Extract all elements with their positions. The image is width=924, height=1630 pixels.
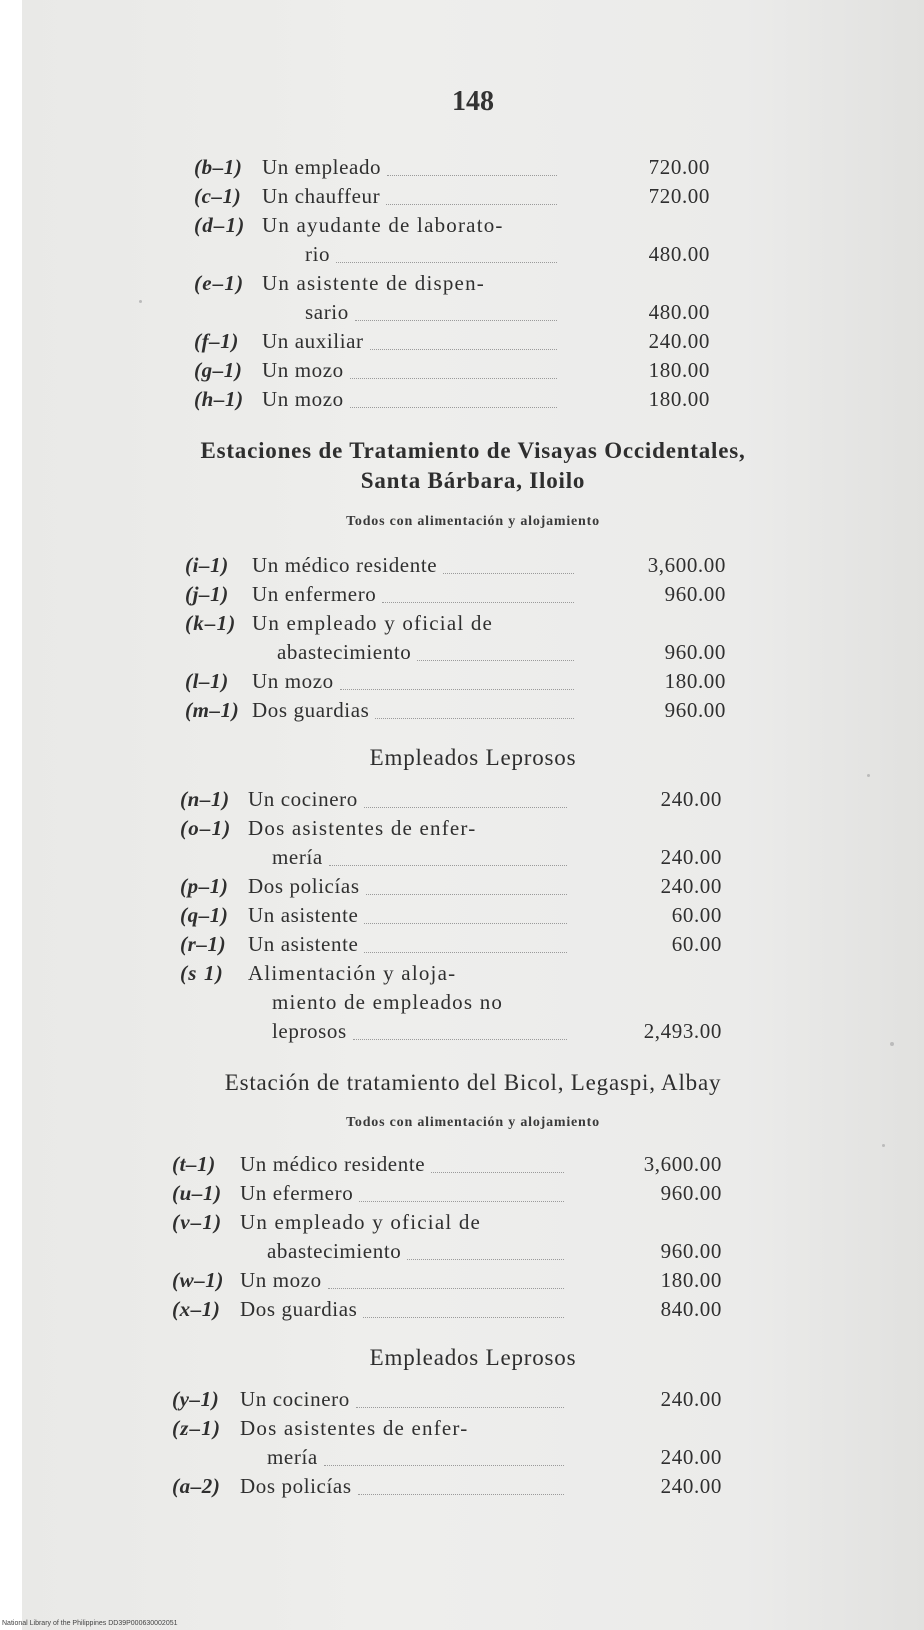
entries-block-1: [22, 155, 924, 416]
dot-leader: [350, 378, 557, 379]
entry-row: [22, 611, 924, 640]
entry-amount: 240.00: [660, 1474, 722, 1498]
entry-description: Un asistente: [248, 932, 359, 956]
entry-row: [22, 1387, 924, 1416]
entry-description: abastecimiento: [277, 640, 412, 664]
entry-row: [22, 155, 924, 184]
entry-amount: 3,600.00: [647, 553, 726, 577]
entry-description: Un mozo: [262, 358, 344, 382]
entry-label: (s 1): [180, 961, 224, 985]
scan-margin: [0, 0, 22, 1630]
entry-row: [22, 1181, 924, 1210]
dot-leader: [340, 689, 574, 690]
entry-label: (b–1): [194, 155, 243, 179]
entry-amount: 960.00: [664, 698, 726, 722]
dot-leader: [443, 573, 574, 574]
entry-amount: 960.00: [660, 1181, 722, 1205]
entry-description: Un empleado y oficial de: [240, 1210, 482, 1234]
dot-leader: [353, 1039, 567, 1040]
dot-leader: [324, 1465, 564, 1466]
entry-description: Un mozo: [252, 669, 334, 693]
entry-row: [22, 358, 924, 387]
entry-description: mería: [267, 1445, 318, 1469]
entry-amount: 60.00: [671, 932, 722, 956]
entry-label: (y–1): [172, 1387, 220, 1411]
dot-leader: [358, 1494, 564, 1495]
entry-amount: 240.00: [660, 787, 722, 811]
dot-leader: [355, 320, 557, 321]
entry-label: (q–1): [180, 903, 229, 927]
entry-amount: 2,493.00: [643, 1019, 722, 1043]
entry-label: (c–1): [194, 184, 242, 208]
entry-row: [22, 698, 924, 727]
entry-label: (l–1): [185, 669, 229, 693]
entry-row-continuation: [22, 1019, 924, 1048]
entry-description: Dos policías: [248, 874, 360, 898]
entry-row: [22, 1416, 924, 1445]
entries-block-5: [22, 1387, 924, 1503]
entry-row: [22, 582, 924, 611]
entry-row: [22, 1268, 924, 1297]
entry-amount: 960.00: [660, 1239, 722, 1263]
section-heading-leprosos-2: Empleados Leprosos: [369, 1345, 577, 1370]
entry-label: (j–1): [185, 582, 229, 606]
section-heading-bicol: Estación de tratamiento del Bicol, Legaspi, Albay: [224, 1070, 722, 1095]
page-number: 148: [452, 86, 494, 117]
entry-amount: 180.00: [648, 358, 710, 382]
entry-description: Un asistente de dispen-: [262, 271, 485, 295]
entry-description: Un cocinero: [248, 787, 358, 811]
entry-description: Dos policías: [240, 1474, 352, 1498]
entry-row: [22, 874, 924, 903]
dot-leader: [366, 894, 567, 895]
entry-label: (z–1): [172, 1416, 222, 1440]
dot-leader: [364, 923, 567, 924]
entry-amount: 240.00: [660, 1387, 722, 1411]
dot-leader: [356, 1407, 564, 1408]
entry-description: Un médico residente: [240, 1152, 426, 1176]
entry-description: rio: [305, 242, 331, 266]
entry-amount: 240.00: [660, 845, 722, 869]
entry-description: Un efermero: [240, 1181, 354, 1205]
entry-description: Un empleado y oficial de: [252, 611, 494, 635]
dot-leader: [364, 807, 567, 808]
dot-leader: [387, 175, 557, 176]
entry-label: (d–1): [194, 213, 246, 237]
dot-leader: [328, 1288, 564, 1289]
entry-label: (f–1): [194, 329, 239, 353]
dot-leader: [417, 660, 574, 661]
entry-label: (g–1): [194, 358, 243, 382]
entry-amount: 840.00: [660, 1297, 722, 1321]
entry-amount: 180.00: [660, 1268, 722, 1292]
entry-amount: 180.00: [648, 387, 710, 411]
entry-label: (a–2): [172, 1474, 221, 1498]
entry-description: Un médico residente: [252, 553, 438, 577]
entry-row: [22, 329, 924, 358]
entry-description: Un chauffeur: [262, 184, 381, 208]
scan-speck: [139, 300, 142, 303]
entry-amount: 240.00: [648, 329, 710, 353]
dot-leader: [382, 602, 574, 603]
entry-description: Alimentación y aloja-: [248, 961, 457, 985]
dot-leader: [364, 952, 567, 953]
entry-row: [22, 553, 924, 582]
entry-row-continuation: [22, 300, 924, 329]
entry-amount: 480.00: [648, 242, 710, 266]
entry-row-continuation: [22, 1239, 924, 1268]
entry-amount: 180.00: [664, 669, 726, 693]
dot-leader: [336, 262, 557, 263]
entry-description: Un enfermero: [252, 582, 377, 606]
dot-leader: [359, 1201, 564, 1202]
entry-amount: 3,600.00: [643, 1152, 722, 1176]
entry-description: Un ayudante de laborato-: [262, 213, 504, 237]
entry-row: [22, 1152, 924, 1181]
entry-description: Un cocinero: [240, 1387, 350, 1411]
entry-row: [22, 184, 924, 213]
scan-speck: [867, 774, 870, 777]
entry-row: [22, 1210, 924, 1239]
dot-leader: [407, 1259, 564, 1260]
dot-leader: [386, 204, 557, 205]
dot-leader: [363, 1317, 564, 1318]
entry-row: [22, 1297, 924, 1326]
entry-row: [22, 816, 924, 845]
entries-block-4: [22, 1152, 924, 1326]
entry-row-continuation: [22, 242, 924, 271]
entries-block-2: [22, 553, 924, 727]
entry-label: (t–1): [172, 1152, 216, 1176]
entry-row: [22, 961, 924, 990]
entry-label: (h–1): [194, 387, 244, 411]
entry-description: sario: [305, 300, 349, 324]
entry-description: Un mozo: [262, 387, 344, 411]
entry-amount: 960.00: [664, 640, 726, 664]
entry-description: leprosos: [272, 1019, 347, 1043]
section-heading-visayas: Estaciones de Tratamiento de Visayas Occidentales,: [200, 438, 746, 463]
entry-row-continuation: [22, 640, 924, 669]
entry-row: [22, 271, 924, 300]
entry-row-continuation: [22, 1445, 924, 1474]
entry-description: Un asistente: [248, 903, 359, 927]
entry-amount: 720.00: [648, 155, 710, 179]
entry-row: [22, 387, 924, 416]
entry-amount: 960.00: [664, 582, 726, 606]
entry-description: Un auxiliar: [262, 329, 364, 353]
scan-speck: [890, 1042, 894, 1046]
entry-label: (v–1): [172, 1210, 223, 1234]
document-page: [22, 0, 924, 1630]
dot-leader: [329, 865, 567, 866]
entry-row-continuation: [22, 990, 924, 1019]
entry-label: (r–1): [180, 932, 227, 956]
footer-source: National Library of the Philippines DD39P000630002051: [2, 1620, 178, 1627]
entry-row: [22, 213, 924, 242]
entries-block-3: [22, 787, 924, 1048]
dot-leader: [350, 407, 557, 408]
entry-row: [22, 787, 924, 816]
entry-row: [22, 1474, 924, 1503]
entry-amount: 720.00: [648, 184, 710, 208]
entry-amount: 480.00: [648, 300, 710, 324]
entry-label: (n–1): [180, 787, 230, 811]
note-bicol: Todos con alimentación y alojamiento: [346, 1115, 600, 1130]
entry-description: Un mozo: [240, 1268, 322, 1292]
entry-description: Dos guardias: [240, 1297, 358, 1321]
entry-label: (i–1): [185, 553, 229, 577]
entry-label: (p–1): [180, 874, 229, 898]
entry-amount: 240.00: [660, 874, 722, 898]
entry-label: (o–1): [180, 816, 232, 840]
section-heading-leprosos-1: Empleados Leprosos: [369, 745, 577, 770]
entry-description: Dos asistentes de enfer-: [240, 1416, 469, 1440]
entry-description: Un empleado: [262, 155, 382, 179]
entry-label: (w–1): [172, 1268, 224, 1292]
entry-description: Dos guardias: [252, 698, 370, 722]
note-visayas: Todos con alimentación y alojamiento: [346, 514, 600, 529]
entry-row: [22, 669, 924, 698]
entry-label: (u–1): [172, 1181, 222, 1205]
entry-amount: 240.00: [660, 1445, 722, 1469]
dot-leader: [431, 1172, 564, 1173]
entry-label: (x–1): [172, 1297, 221, 1321]
entry-row: [22, 903, 924, 932]
entry-description: abastecimiento: [267, 1239, 402, 1263]
dot-leader: [375, 718, 574, 719]
entry-row-continuation: [22, 845, 924, 874]
entry-label: (k–1): [185, 611, 237, 635]
dot-leader: [370, 349, 557, 350]
scan-speck: [882, 1144, 885, 1147]
entry-row: [22, 932, 924, 961]
entry-label: (m–1): [185, 698, 240, 722]
entry-label: (e–1): [194, 271, 245, 295]
section-heading-visayas-location: Santa Bárbara, Iloilo: [360, 468, 586, 493]
entry-amount: 60.00: [671, 903, 722, 927]
entry-description: miento de empleados no: [272, 990, 504, 1014]
entry-description: Dos asistentes de enfer-: [248, 816, 477, 840]
entry-description: mería: [272, 845, 323, 869]
